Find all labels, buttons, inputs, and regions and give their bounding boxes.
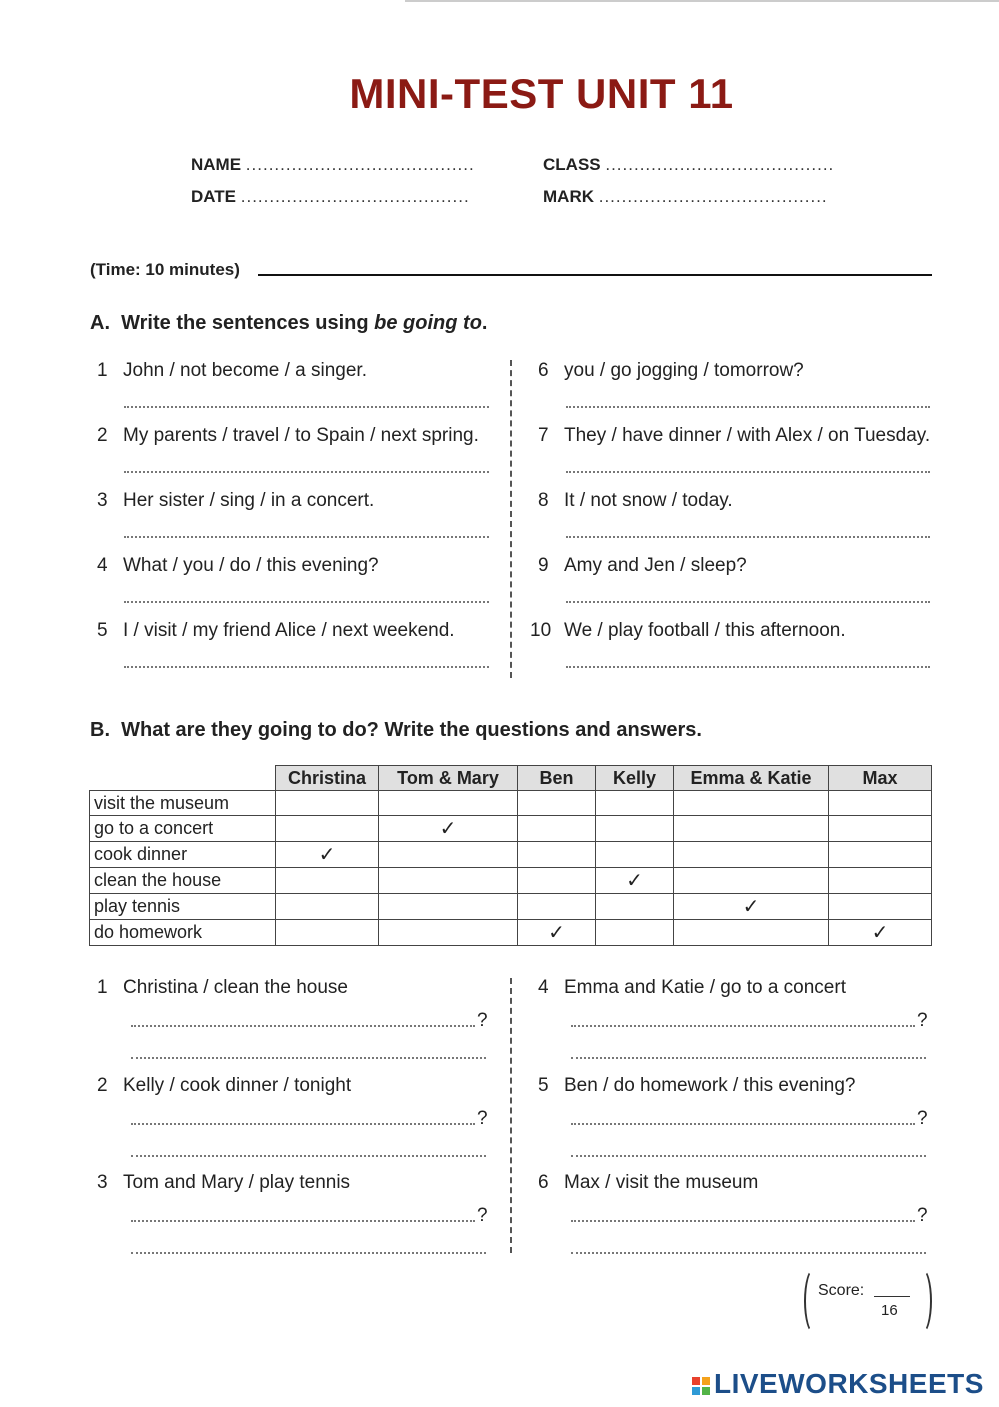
b-question-num: 1 bbox=[97, 977, 108, 998]
table-row bbox=[90, 791, 932, 816]
b-question-mark: ? bbox=[917, 1205, 928, 1226]
b-answer-line-1[interactable] bbox=[131, 1057, 486, 1059]
check-cell: ✓ bbox=[276, 842, 379, 868]
check-cell bbox=[829, 842, 932, 868]
section-b-letter: B. bbox=[90, 719, 110, 741]
activity-cell: cook dinner bbox=[90, 842, 276, 868]
b-question-text: Christina / clean the house bbox=[123, 977, 348, 998]
check-cell bbox=[518, 816, 596, 842]
check-cell: ✓ bbox=[518, 920, 596, 946]
b-question-num: 5 bbox=[538, 1075, 549, 1096]
check-cell bbox=[276, 894, 379, 920]
b-question-num: 6 bbox=[538, 1172, 549, 1193]
a-item-num: 4 bbox=[97, 555, 108, 576]
b-question-mark: ? bbox=[917, 1108, 928, 1129]
section-b-divider bbox=[510, 978, 512, 1253]
check-cell bbox=[674, 816, 829, 842]
check-cell bbox=[379, 894, 518, 920]
a-item-7 bbox=[538, 425, 930, 447]
b-question-line-4[interactable] bbox=[571, 1025, 915, 1027]
a-item-num: 10 bbox=[530, 620, 552, 641]
a-item-text: Amy and Jen / sleep? bbox=[564, 555, 747, 576]
check-cell bbox=[276, 816, 379, 842]
check-cell bbox=[379, 920, 518, 946]
check-cell bbox=[379, 842, 518, 868]
b-answer-line-6[interactable] bbox=[571, 1252, 926, 1254]
a-item-num: 7 bbox=[538, 425, 549, 446]
b-question-line-3[interactable] bbox=[131, 1220, 475, 1222]
score-fraction-bar[interactable] bbox=[874, 1296, 910, 1297]
check-cell: ✓ bbox=[379, 816, 518, 842]
a-item-num: 6 bbox=[538, 360, 549, 381]
b-question-4 bbox=[538, 977, 846, 999]
column-header: Tom & Mary bbox=[379, 766, 518, 791]
check-cell bbox=[276, 791, 379, 816]
a-item-num: 2 bbox=[97, 425, 108, 446]
b-question-line-1[interactable] bbox=[131, 1025, 475, 1027]
column-header: Ben bbox=[518, 766, 596, 791]
b-question-line-6[interactable] bbox=[571, 1220, 915, 1222]
a-item-num: 9 bbox=[538, 555, 549, 576]
check-cell bbox=[829, 868, 932, 894]
mark-field[interactable] bbox=[543, 187, 828, 207]
b-question-mark: ? bbox=[917, 1010, 928, 1031]
b-question-num: 3 bbox=[97, 1172, 108, 1193]
score-total: 16 bbox=[881, 1302, 898, 1319]
a-answer-line-8[interactable] bbox=[566, 536, 930, 538]
b-question-text: Kelly / cook dinner / tonight bbox=[123, 1075, 352, 1096]
grid-logo-icon bbox=[692, 1377, 710, 1395]
name-field[interactable] bbox=[191, 155, 475, 175]
a-item-text: What / you / do / this evening? bbox=[123, 555, 379, 576]
mark-dots: ........................................ bbox=[598, 187, 828, 206]
a-answer-line-5[interactable] bbox=[124, 666, 489, 668]
activity-cell: visit the museum bbox=[90, 791, 276, 816]
check-cell bbox=[518, 868, 596, 894]
b-question-text: Tom and Mary / play tennis bbox=[123, 1172, 351, 1193]
top-edge-line bbox=[405, 0, 999, 2]
class-label: CLASS bbox=[543, 155, 601, 174]
a-item-5 bbox=[97, 620, 455, 642]
check-cell bbox=[518, 842, 596, 868]
table-row bbox=[90, 816, 932, 842]
a-item-2 bbox=[97, 425, 479, 447]
page-title: MINI-TEST UNIT 11 bbox=[349, 70, 734, 117]
section-a-divider bbox=[510, 360, 512, 678]
brand-name: LIVEWORKSHEETS bbox=[714, 1368, 984, 1399]
a-item-text: We / play football / this afternoon. bbox=[564, 620, 846, 641]
activity-cell: do homework bbox=[90, 920, 276, 946]
a-answer-line-9[interactable] bbox=[566, 601, 930, 603]
b-question-mark: ? bbox=[477, 1010, 488, 1031]
check-cell bbox=[829, 816, 932, 842]
table-row bbox=[90, 920, 932, 946]
check-cell bbox=[596, 894, 674, 920]
a-item-6 bbox=[538, 360, 804, 382]
table-row bbox=[90, 894, 932, 920]
check-cell bbox=[276, 868, 379, 894]
a-answer-line-7[interactable] bbox=[566, 471, 930, 473]
column-header: Christina bbox=[276, 766, 379, 791]
score-box bbox=[804, 1268, 932, 1332]
activity-cell: clean the house bbox=[90, 868, 276, 894]
check-cell bbox=[518, 791, 596, 816]
check-cell bbox=[596, 842, 674, 868]
a-item-3 bbox=[97, 490, 374, 512]
b-question-line-5[interactable] bbox=[571, 1123, 915, 1125]
section-b-heading bbox=[90, 719, 702, 742]
score-right-bracket bbox=[912, 1268, 932, 1334]
check-cell bbox=[674, 868, 829, 894]
table-corner bbox=[90, 766, 276, 791]
b-question-mark: ? bbox=[477, 1205, 488, 1226]
check-cell bbox=[674, 842, 829, 868]
a-item-num: 3 bbox=[97, 490, 108, 511]
activity-table bbox=[89, 765, 932, 946]
section-a-heading bbox=[90, 312, 487, 335]
section-a-end: . bbox=[481, 312, 488, 334]
check-cell bbox=[596, 920, 674, 946]
b-question-3 bbox=[97, 1172, 350, 1194]
table-header-row bbox=[90, 766, 932, 791]
score-left-bracket bbox=[804, 1268, 824, 1334]
time-rule bbox=[258, 274, 932, 276]
date-label: DATE bbox=[191, 187, 237, 206]
section-a-letter: A. bbox=[90, 312, 110, 334]
name-label: NAME bbox=[191, 155, 242, 174]
column-header: Kelly bbox=[596, 766, 674, 791]
check-cell bbox=[596, 791, 674, 816]
date-field[interactable] bbox=[191, 187, 470, 207]
a-item-text: John / not become / a singer. bbox=[123, 360, 367, 381]
class-field[interactable] bbox=[543, 155, 834, 175]
b-question-6 bbox=[538, 1172, 758, 1194]
check-cell: ✓ bbox=[829, 920, 932, 946]
a-item-text: I / visit / my friend Alice / next weekend. bbox=[123, 620, 455, 641]
liveworksheets-logo bbox=[692, 1368, 984, 1400]
a-answer-line-3[interactable] bbox=[124, 536, 489, 538]
table-row bbox=[90, 842, 932, 868]
check-cell bbox=[674, 920, 829, 946]
b-answer-line-3[interactable] bbox=[131, 1252, 486, 1254]
mark-label: MARK bbox=[543, 187, 594, 206]
class-dots: ........................................ bbox=[605, 155, 835, 174]
b-question-text: Max / visit the museum bbox=[564, 1172, 759, 1193]
b-question-mark: ? bbox=[477, 1108, 488, 1129]
b-question-5 bbox=[538, 1075, 856, 1097]
section-a-emphasis: be going to bbox=[374, 312, 482, 334]
a-answer-line-4[interactable] bbox=[124, 601, 489, 603]
check-cell bbox=[379, 868, 518, 894]
a-item-text: Her sister / sing / in a concert. bbox=[123, 490, 375, 511]
activity-cell: go to a concert bbox=[90, 816, 276, 842]
section-b-text: What are they going to do? Write the questions and answers. bbox=[121, 719, 702, 741]
name-dots: ........................................ bbox=[245, 155, 475, 174]
check-cell bbox=[829, 791, 932, 816]
b-question-2 bbox=[97, 1075, 351, 1097]
a-item-num: 1 bbox=[97, 360, 108, 381]
section-a-text: Write the sentences using bbox=[121, 312, 375, 334]
column-header: Emma & Katie bbox=[674, 766, 829, 791]
a-item-num: 5 bbox=[97, 620, 108, 641]
a-answer-line-1[interactable] bbox=[124, 406, 489, 408]
check-cell bbox=[276, 920, 379, 946]
b-question-num: 4 bbox=[538, 977, 549, 998]
time-limit: (Time: 10 minutes) bbox=[90, 260, 240, 279]
b-answer-line-5[interactable] bbox=[571, 1155, 926, 1157]
a-item-text: They / have dinner / with Alex / on Tuesday. bbox=[564, 425, 931, 446]
a-answer-line-2[interactable] bbox=[124, 471, 489, 473]
check-cell: ✓ bbox=[596, 868, 674, 894]
a-item-text: My parents / travel / to Spain / next spring. bbox=[123, 425, 479, 446]
a-item-10 bbox=[530, 620, 846, 642]
check-cell bbox=[596, 816, 674, 842]
b-answer-line-2[interactable] bbox=[131, 1155, 486, 1157]
activity-cell: play tennis bbox=[90, 894, 276, 920]
a-answer-line-10[interactable] bbox=[566, 666, 930, 668]
column-header: Max bbox=[829, 766, 932, 791]
b-question-num: 2 bbox=[97, 1075, 108, 1096]
a-item-9 bbox=[538, 555, 747, 577]
a-item-num: 8 bbox=[538, 490, 549, 511]
table-row bbox=[90, 868, 932, 894]
b-question-line-2[interactable] bbox=[131, 1123, 475, 1125]
a-item-8 bbox=[538, 490, 733, 512]
check-cell bbox=[674, 791, 829, 816]
a-answer-line-6[interactable] bbox=[566, 406, 930, 408]
score-label: Score: bbox=[818, 1282, 865, 1299]
b-question-1 bbox=[97, 977, 348, 999]
a-item-1 bbox=[97, 360, 367, 382]
check-cell bbox=[829, 894, 932, 920]
b-question-text: Ben / do homework / this evening? bbox=[564, 1075, 856, 1096]
a-item-text: It / not snow / today. bbox=[564, 490, 733, 511]
a-item-4 bbox=[97, 555, 379, 577]
date-dots: ........................................ bbox=[240, 187, 470, 206]
b-answer-line-4[interactable] bbox=[571, 1057, 926, 1059]
a-item-text: you / go jogging / tomorrow? bbox=[564, 360, 804, 381]
check-cell bbox=[379, 791, 518, 816]
b-question-text: Emma and Katie / go to a concert bbox=[564, 977, 846, 998]
check-cell: ✓ bbox=[674, 894, 829, 920]
check-cell bbox=[518, 894, 596, 920]
